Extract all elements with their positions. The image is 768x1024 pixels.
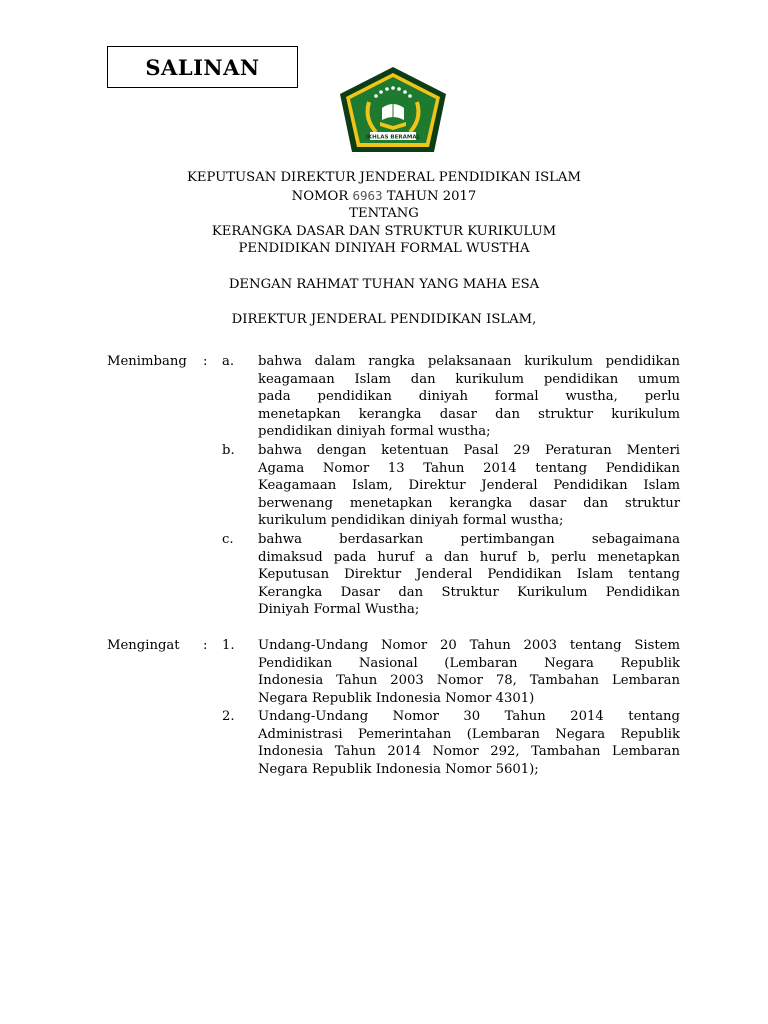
heading-subject-1: KERANGKA DASAR DAN STRUKTUR KURIKULUM [211, 223, 557, 239]
heading-subject-2: PENDIDIKAN DINIYAH FORMAL WUSTHA [238, 241, 530, 256]
kementerian-agama-emblem-icon [336, 64, 450, 156]
salinan-stamp: SALINAN [107, 46, 298, 88]
heading-nomor: NOMOR 6963 TAHUN 2017 [291, 187, 477, 204]
invocation: DENGAN RAHMAT TUHAN YANG MAHA ESA [228, 277, 540, 292]
mengingat-label: Mengingat [107, 638, 180, 653]
menimbang-label: Menimbang [107, 354, 187, 369]
heading-title: KEPUTUSAN DIREKTUR JENDERAL PENDIDIKAN ISLAM [187, 170, 581, 185]
svg-text:IKHLAS BERAMAL: IKHLAS BERAMAL [365, 134, 421, 141]
decree-number: 6963 [352, 187, 383, 203]
heading-tentang: TENTANG [349, 206, 419, 221]
authority: DIREKTUR JENDERAL PENDIDIKAN ISLAM, [231, 312, 537, 327]
decree-heading [0, 169, 768, 258]
